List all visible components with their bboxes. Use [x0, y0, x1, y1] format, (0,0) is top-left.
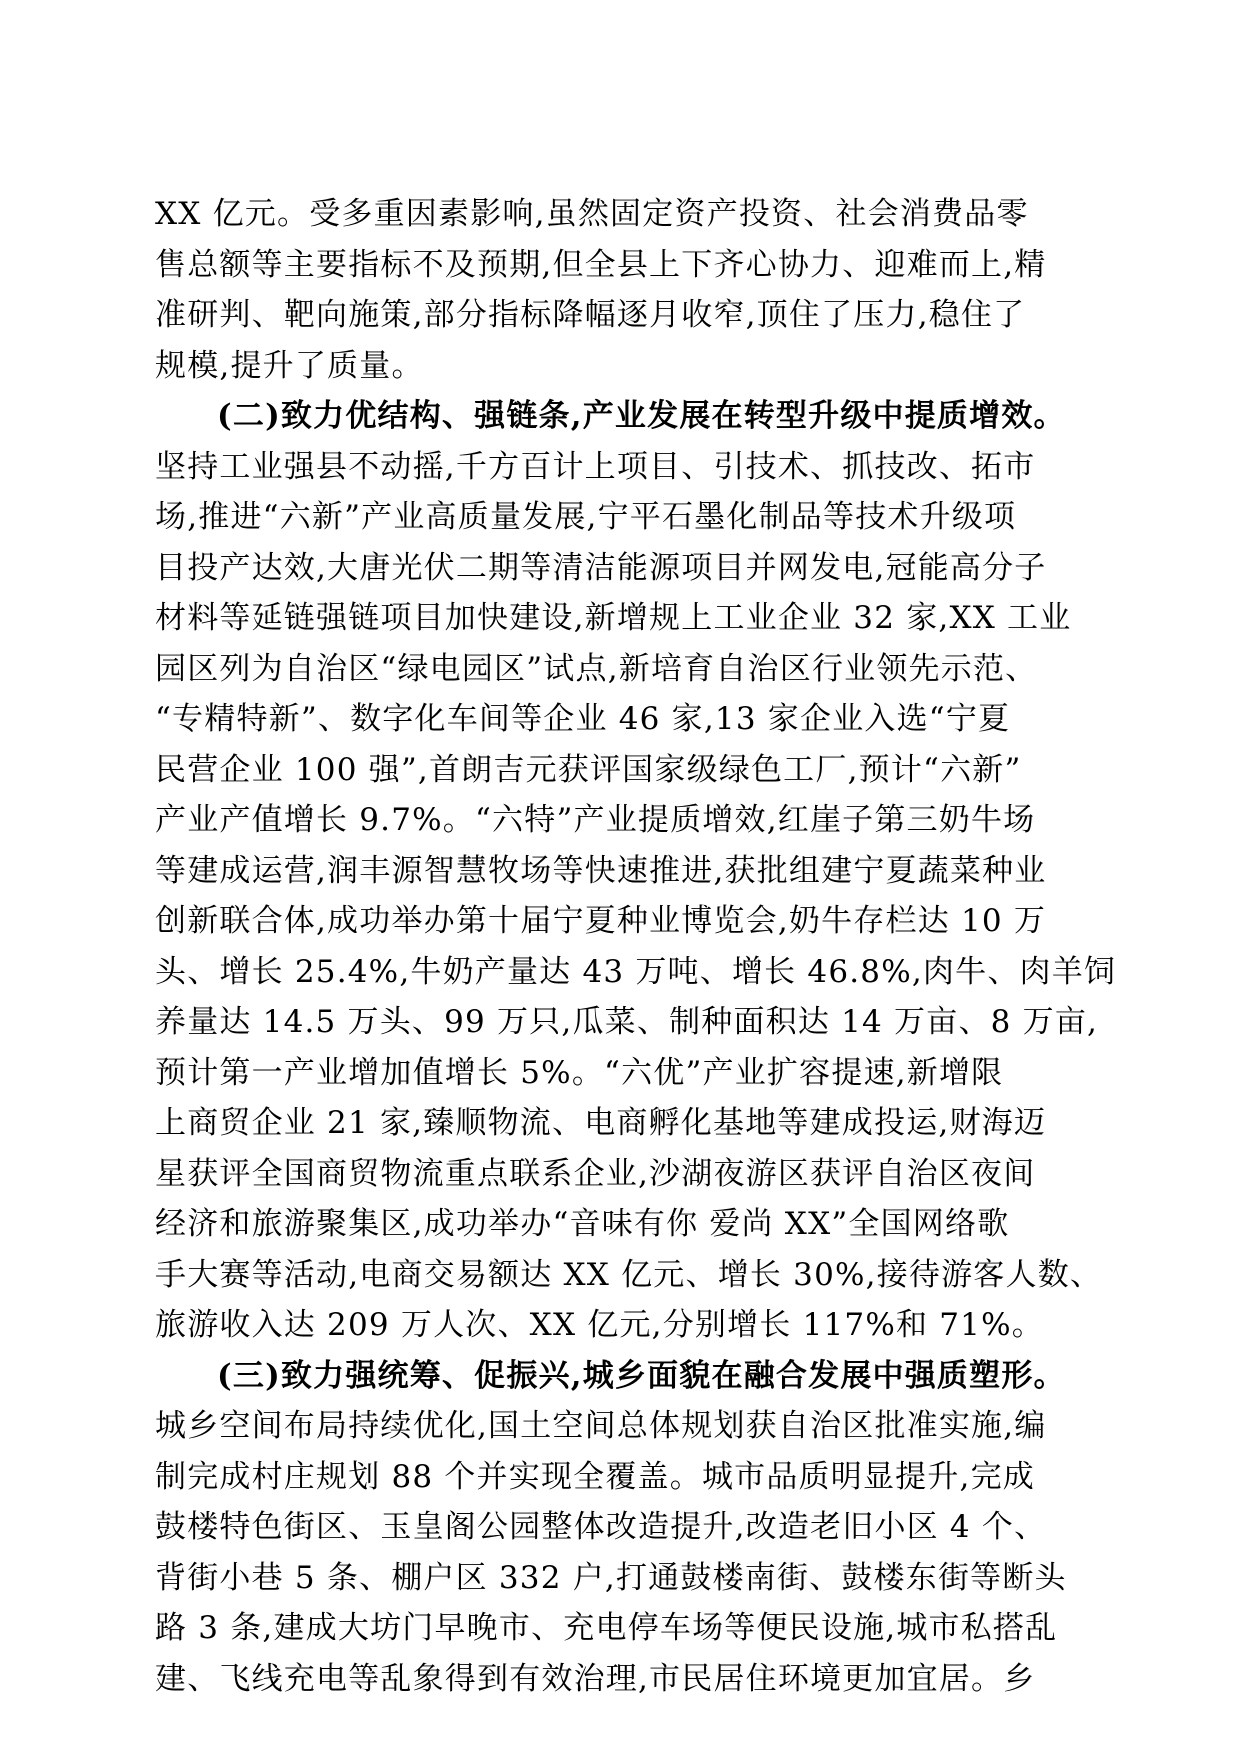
text-line: 目投产达效,大唐光伏二期等清洁能源项目并网发电,冠能高分子 [155, 549, 1047, 586]
text-line: 旅游收入达 209 万人次、XX 亿元,分别增长 117%和 71%。 [155, 1307, 1044, 1343]
text-line: 制完成村庄规划 88 个并实现全覆盖。城市品质明显提升,完成 [155, 1458, 1036, 1495]
text-line: 路 3 条,建成大坊门早晚市、充电停车场等便民设施,城市私搭乱 [155, 1610, 1058, 1646]
text-line: 场,推进“六新”产业高质量发展,宁平石墨化制品等技术升级项 [155, 499, 1017, 535]
text-line: 手大赛等活动,电商交易额达 XX 亿元、增长 30%,接待游客人数、 [155, 1256, 1103, 1293]
section-heading-3: (三)致力强统筹、促振兴,城乡面貌在融合发展中强质塑形。 [217, 1357, 1066, 1394]
text-line: 规模,提升了质量。 [155, 347, 424, 384]
text-line: 星获评全国商贸物流重点联系企业,沙湖夜游区获评自治区夜间 [155, 1155, 1036, 1192]
text-line: 上商贸企业 21 家,臻顺物流、电商孵化基地等建成投运,财海迈 [155, 1105, 1047, 1141]
body-text [155, 189, 1117, 1704]
text-line: 鼓楼特色街区、玉皇阁公园整体改造提升,改造老旧小区 4 个、 [155, 1509, 1047, 1545]
text-line: 经济和旅游聚集区,成功举办“音味有你 爱尚 XX”全国网络歌 [155, 1206, 1010, 1242]
text-line: 产业产值增长 9.7%。“六特”产业提质增效,红崖子第三奶牛场 [155, 802, 1036, 838]
text-line: 创新联合体,成功举办第十届宁夏种业博览会,奶牛存栏达 10 万 [155, 903, 1047, 939]
text-line: 准研判、靶向施策,部分指标降幅逐月收窄,顶住了压力,稳住了 [155, 297, 1026, 333]
text-line: “专精特新”、数字化车间等企业 46 家,13 家企业入选“宁夏 [155, 701, 1011, 737]
text-line: 养量达 14.5 万头、99 万只,瓜菜、制种面积达 14 万亩、8 万亩, [155, 1004, 1099, 1040]
text-line: 建、飞线充电等乱象得到有效治理,市民居住环境更加宜居。乡 [155, 1660, 1036, 1697]
section-heading-2: (二)致力优结构、强链条,产业发展在转型升级中提质增效。 [217, 398, 1066, 434]
text-line: 材料等延链强链项目加快建设,新增规上工业企业 32 家,XX 工业 [155, 600, 1072, 636]
text-line: 背街小巷 5 条、棚户区 332 户,打通鼓楼南街、鼓楼东街等断头 [155, 1559, 1067, 1596]
text-line: 头、增长 25.4%,牛奶产量达 43 万吨、增长 46.8%,肉牛、肉羊饲 [155, 953, 1117, 990]
text-line: 园区列为自治区“绿电园区”试点,新培育自治区行业领先示范、 [155, 650, 1038, 687]
text-line: XX 亿元。受多重因素影响,虽然固定资产投资、社会消费品零 [155, 196, 1029, 232]
text-line: 民营企业 100 强”,首朗吉元获评国家级绿色工厂,预计“六新” [155, 751, 1022, 788]
text-line: 预计第一产业增加值增长 5%。“六优”产业扩容提速,新增限 [155, 1054, 1004, 1091]
text-line: 城乡空间布局持续优化,国土空间总体规划获自治区批准实施,编 [155, 1408, 1047, 1444]
text-line: 坚持工业强县不动摇,千方百计上项目、引技术、抓技改、拓市 [155, 448, 1036, 485]
text-line: 等建成运营,润丰源智慧牧场等快速推进,获批组建宁夏蔬菜种业 [155, 852, 1047, 889]
text-line: 售总额等主要指标不及预期,但全县上下齐心协力、迎难而上,精 [155, 246, 1047, 283]
